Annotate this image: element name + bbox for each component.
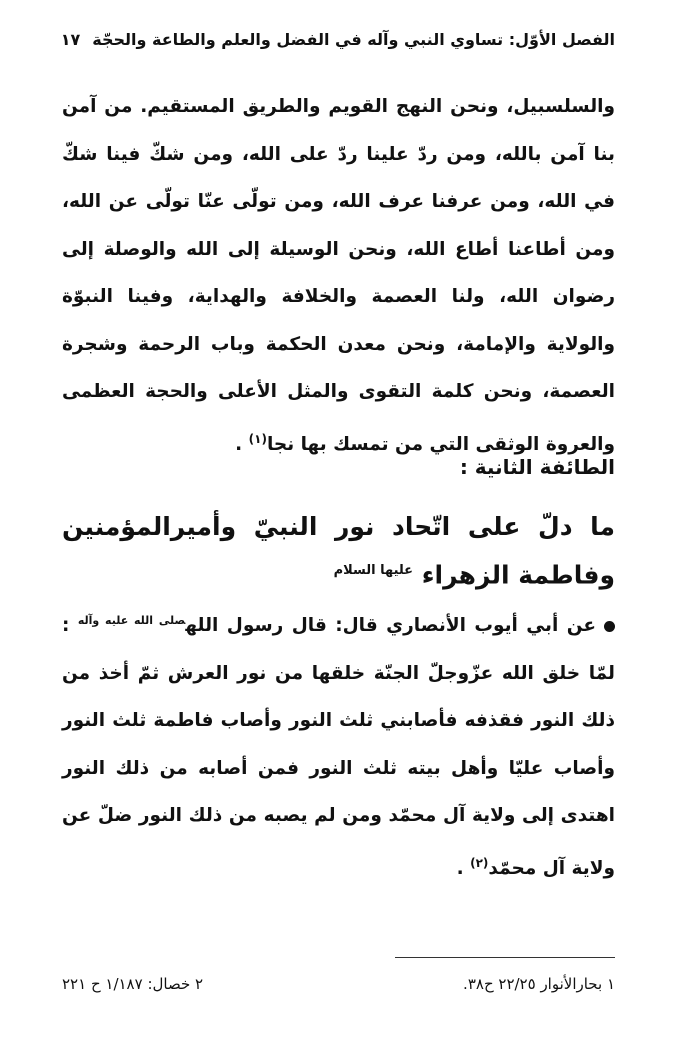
hadith-end: . xyxy=(456,857,471,879)
section-heading xyxy=(62,505,615,597)
page-number: ١٧ xyxy=(60,30,81,49)
hadith-text: : لمّا خلق الله عزّوجلّ الجنّة خلقها من نور العرش ثمّ أخذ من ذلك النور فقذفه فأصابني ثلث النور وأصاب فاطمة ثلث النور وأصاب عليّا وأهل بيته ثلث النور فمن أصابه من ذلك النور اهتدى إلى ولاية آل محمّد ومن لم يصبه من ذلك النور ضلّ عن ولاية آل محمّد xyxy=(62,615,615,879)
paragraph-first-text: والسلسبيل، ونحن النهج القويم والطريق المستقيم. من آمن بنا آمن بالله، ومن ردّ علينا ردّ على الله، ومن شكّ فينا شكّ في الله، ومن عرفنا عرف الله، ومن تولّى عنّا تولّى عن الله، ومن أطاعنا أطاع الله، ونحن الوسيلة إلى الله والوصلة إلى رضوان الله، ولنا العصمة والخلافة والهداية، وفينا النبوّة والولاية والإمامة، ونحن معدن الحكمة وباب الرحمة وشجرة العصمة، ونحن كلمة التقوى والمثل الأعلى والحجة العظمى والعروة الوثقى التي من تمسك بها نجا xyxy=(62,96,615,455)
paragraph-first-end: . xyxy=(235,433,249,455)
paragraph-first xyxy=(62,83,615,468)
running-header xyxy=(62,30,615,64)
prophet-honorific-glyph: صلى الله عليه وآله xyxy=(77,614,186,627)
hadith-intro: عن أبي أيوب الأنصاري قال: قال رسول الله xyxy=(185,615,596,637)
footnote-2: ٢ خصال: ١/١٨٧ ح ٢٢١ xyxy=(62,975,204,993)
chapter-title: الفصل الأوّل: تساوي النبي وآله في الفضل والعلم والطاعة والحجّة xyxy=(92,30,615,49)
footnote-ref-2: (٢) xyxy=(470,855,489,870)
footnote-divider xyxy=(395,957,615,958)
footnotes xyxy=(62,975,615,993)
paragraph-hadith xyxy=(62,597,615,892)
bullet-icon xyxy=(604,621,615,632)
section-label: الطائفة الثانية : xyxy=(459,455,615,479)
footnote-1: ١ بحارالأنوار ٢٢/٢٥ ح٣٨. xyxy=(463,975,615,993)
honorific-glyph: عليها السلام xyxy=(333,563,414,578)
section-heading-text: ما دلّ على اتّحاد نور النبيّ وأميرالمؤمنين وفاطمة الزهراء xyxy=(62,512,615,590)
footnote-ref-1: (١) xyxy=(248,431,267,446)
